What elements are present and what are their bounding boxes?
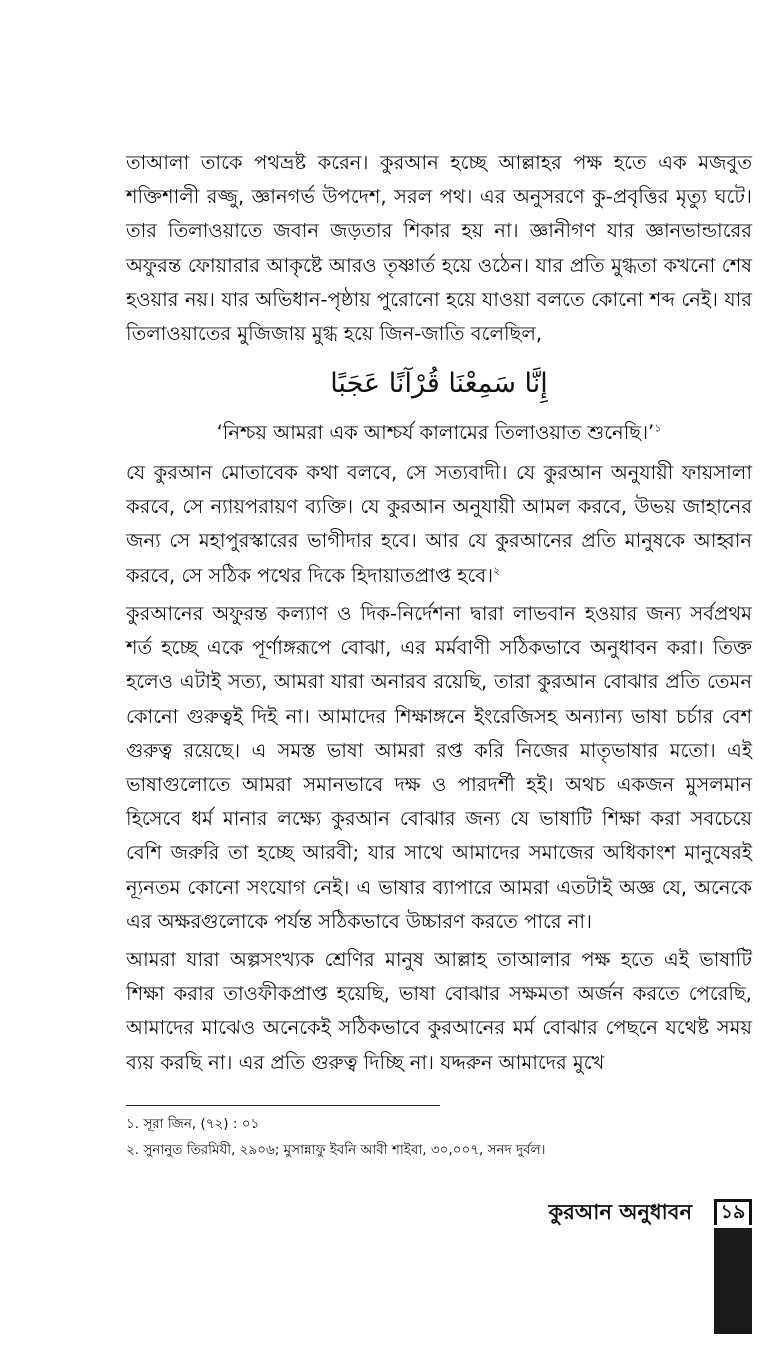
quote-translation [126,418,752,448]
footnote-2: ২. সুনানুত তিরমিযী, ২৯০৬; মুসান্নাফু ইবনি আবী শাইবা, ৩০,০০৭, সনদ দুর্বল। [126,1142,546,1158]
footnote-1: ১. সূরা জিন, (৭২) : ০১ [126,1116,260,1132]
footnote-divider [126,1105,440,1106]
book-title: কুরআন অনুধাবন [548,1200,692,1224]
page-tab-bar [714,1228,752,1334]
paragraph-3: কুরআনের অফুরন্ত কল্যাণ ও দিক-নির্দেশনা দ্বারা লাভবান হওয়ার জন্য সর্বপ্রথম শর্ত হচ্ছে একে পূর্ণাঙ্গরূপে বোঝা, এর মর্মবাণী সঠিকভাবে অনুধাবন করা। তিক্ত হলেও এটাই সত্য, আমরা যারা অনারব রয়েছি, তারা কুরআন বোঝার প্রতি তেমন কোনো গুরুত্বই দিই না। আমাদের শিক্ষাঙ্গনে ইংরেজিসহ অন্যান্য ভাষা চর্চার বেশ গুরুত্ব রয়েছে। এ সমস্ত ভাষা আমরা রপ্ত করি নিজের মাতৃভাষার মতো। এই ভাষাগুলোতে আমরা সমানভাবে দক্ষ ও পারদর্শী হই। অথচ একজন মুসলমান হিসেবে ধর্ম মানার লক্ষ্যে কুরআন বোঝার জন্য যে ভাষাটি শিক্ষা করা সবচেয়ে বেশি জরুরি তা হচ্ছে আরবী; যার সাথে আমাদের সমাজের অধিকাংশ মানুষেরই ন্যূনতম কোনো সংযোগ নেই। এ ভাষার ব্যাপারে আমরা এতটাই অজ্ঞ যে, অনেকে এর অক্ষরগুলোকে পর্যন্ত সঠিকভাবে উচ্চারণ করতে পারে না। [126,602,752,933]
paragraph-2-text: যে কুরআন মোতাবেক কথা বলবে, সে সত্যবাদী। যে কুরআন অনুযায়ী ফায়সালা করবে, সে ন্যায়পরায়ণ ব্যক্তি। যে কুরআন অনুযায়ী আমল করবে, উভয় জাহানের জন্য সে মহাপুরস্কারের ভাগীদার হবে। আর যে কুরআনের প্রতি মানুষকে আহ্বান করবে, সে সঠিক পথের দিকে হিদায়াতপ্রাপ্ত হবে। [126,461,752,587]
paragraph-2 [126,456,752,593]
page-number: ১৯ [714,1199,752,1225]
footnote-ref-1[interactable]: ১ [654,421,662,435]
arabic-quote: إِنَّا سَمِعْنَا قُرْآنًا عَجَبًا [330,368,548,399]
paragraph-1: তাআলা তাকে পথভ্রষ্ট করেন। কুরআন হচ্ছে আল্লাহর পক্ষ হতে এক মজবুত শক্তিশালী রজ্জু, জ্ঞানগর্ভ উপদেশ, সরল পথ। এর অনুসরণে কু-প্রবৃত্তির মৃত্যু ঘটে। তার তিলাওয়াতে জবান জড়তার শিকার হয় না। জ্ঞানীগণ যার জ্ঞানভান্ডারের অফুরন্ত ফোয়ারার আকৃষ্টে আরও তৃষ্ণার্ত হয়ে ওঠেন। যার প্রতি মুগ্ধতা কখনো শেষ হওয়ার নয়। যার অভিধান-পৃষ্ঠায় পুরোনো হয়ে যাওয়া বলতে কোনো শব্দ নেই। যার তিলাওয়াতের মুজিজায় মুগ্ধ হয়ে জিন-জাতি বলেছিল, [126,151,752,346]
footnote-ref-2[interactable]: ২ [493,564,501,578]
quote-translation-text: ‘নিশ্চয় আমরা এক আশ্চর্য কালামের তিলাওয়াত শুনেছি।’ [216,421,655,444]
paragraph-4: আমরা যারা অল্পসংখ্যক শ্রেণির মানুষ আল্লাহ তাআলার পক্ষ হতে এই ভাষাটি শিক্ষা করার তাওফীকপ্রাপ্ত হয়েছি, ভাষা বোঝার সক্ষমতা অর্জন করতে পেরেছি, আমাদের মাঝেও অনেকেই সঠিকভাবে কুরআনের মর্ম বোঝার পেছনে যথেষ্ট সময় ব্যয় করছি না। এর প্রতি গুরুত্ব দিচ্ছি না। যদ্দরুন আমাদের মুখে [126,948,752,1074]
